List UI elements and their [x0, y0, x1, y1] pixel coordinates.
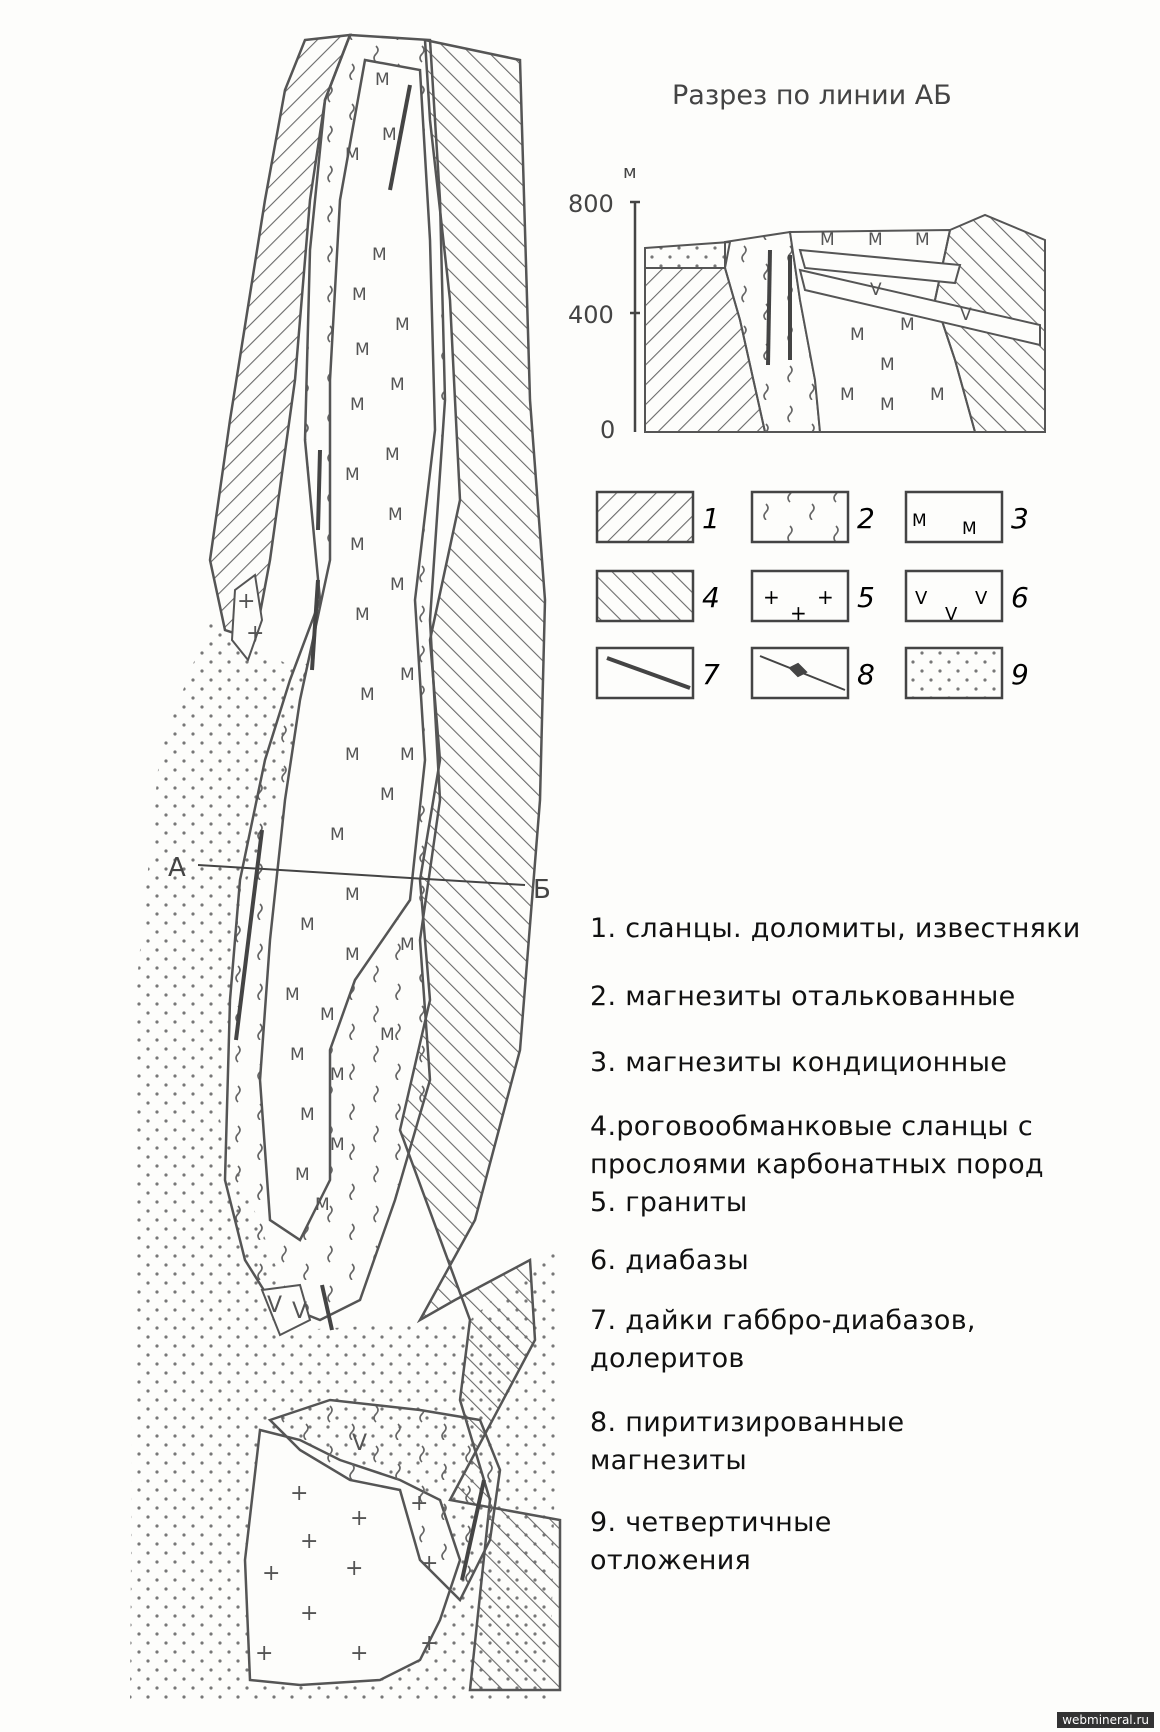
- magnesite-letter-9: М: [350, 395, 365, 415]
- granite-symbol-7: +: [262, 1561, 281, 1586]
- section-axis-unit: м: [623, 162, 637, 183]
- legend-item-9: 9. четвертичные отложения: [590, 1507, 832, 1576]
- section-axis-tick-800: 800: [568, 190, 614, 218]
- section-magnesite-letter-8: М: [880, 395, 895, 415]
- section-magnesite-letter-3: М: [915, 230, 930, 250]
- granite-symbol-1: +: [237, 589, 256, 614]
- magnesite-letter-14: М: [390, 575, 405, 595]
- section-quaternary-cover: [645, 242, 730, 268]
- magnesite-letter-6: М: [395, 315, 410, 335]
- legend-swatch-5-symbol-1: +: [763, 585, 780, 609]
- section-diabase-letter-2: V: [960, 305, 972, 325]
- granite-symbol-8: +: [345, 1556, 364, 1581]
- magnesite-letter-2: М: [382, 125, 397, 145]
- section-magnesite-letter-5: М: [880, 355, 895, 375]
- legend-swatch-number-6: 6: [1011, 581, 1029, 614]
- legend-swatch-number-5: 5: [857, 581, 875, 614]
- granite-symbol-4: +: [300, 1529, 319, 1554]
- legend-swatch-number-1: 1: [702, 502, 720, 535]
- legend-swatch-number-8: 8: [857, 658, 875, 691]
- magnesite-letter-8: М: [390, 375, 405, 395]
- legend-swatch-3-letter-2: М: [962, 519, 977, 539]
- magnesite-letter-23: М: [300, 915, 315, 935]
- watermark: webmineral.ru: [1057, 1712, 1154, 1728]
- magnesite-letter-24: М: [345, 945, 360, 965]
- legend-item-1: 1. сланцы. доломиты, известняки: [590, 913, 1081, 944]
- legend-swatch-number-2: 2: [857, 502, 875, 535]
- magnesite-letter-13: М: [350, 535, 365, 555]
- magnesite-letter-22: М: [345, 885, 360, 905]
- legend-swatch-6-symbol-3: V: [975, 588, 988, 609]
- magnesite-letter-28: М: [380, 1025, 395, 1045]
- legend-swatch-4: [597, 571, 693, 621]
- magnesite-letter-34: М: [315, 1195, 330, 1215]
- legend-item-8: 8. пиритизированные магнезиты: [590, 1407, 905, 1476]
- magnesite-letter-5: М: [352, 285, 367, 305]
- legend-swatch-2: [752, 492, 848, 542]
- granite-symbol-9: +: [420, 1551, 439, 1576]
- legend-swatches: [597, 492, 1029, 698]
- granite-symbol-10: +: [300, 1601, 319, 1626]
- magnesite-letter-1: М: [375, 70, 390, 90]
- legend-swatch-5-symbol-2: +: [790, 601, 807, 625]
- magnesite-letter-4: М: [372, 245, 387, 265]
- legend-item-4: 4.роговообманковые сланцы с прослоями карбонатных пород: [590, 1111, 1044, 1180]
- diabase-symbol-2: V: [292, 1299, 308, 1324]
- legend-item-3: 3. магнезиты кондиционные: [590, 1047, 1008, 1078]
- section-axis-tick-400: 400: [568, 301, 614, 329]
- section-diabase-letter-1: V: [870, 280, 882, 300]
- magnesite-letter-15: М: [355, 605, 370, 625]
- section-magnesite-letter-9: М: [930, 385, 945, 405]
- legend-swatch-number-9: 9: [1011, 658, 1029, 691]
- legend-swatch-6-symbol-2: V: [945, 604, 958, 625]
- legend-swatch-number-4: 4: [702, 581, 720, 614]
- section-line-label-b: Б: [533, 875, 551, 905]
- granite-symbol-2: +: [246, 621, 265, 646]
- magnesite-letter-16: М: [400, 665, 415, 685]
- section-axis: [630, 202, 640, 432]
- magnesite-letter-20: М: [380, 785, 395, 805]
- legend-swatch-number-3: 3: [1011, 502, 1029, 535]
- legend-item-5: 5. граниты: [590, 1187, 748, 1218]
- magnesite-letter-32: М: [330, 1135, 345, 1155]
- legend-swatch-5-symbol-3: +: [817, 585, 834, 609]
- granite-symbol-13: +: [420, 1631, 439, 1656]
- magnesite-letter-30: М: [330, 1065, 345, 1085]
- magnesite-letter-25: М: [400, 935, 415, 955]
- section-magnesite-letter-4: М: [850, 325, 865, 345]
- magnesite-letter-3: М: [345, 145, 360, 165]
- section-magnesite-letter-2: М: [868, 230, 883, 250]
- magnesite-letter-7: М: [355, 340, 370, 360]
- section-magnesite-letter-6: М: [900, 315, 915, 335]
- magnesite-letter-18: М: [345, 745, 360, 765]
- legend-swatch-3-letter-1: М: [912, 511, 927, 531]
- legend-swatch-6-symbol-1: V: [915, 588, 928, 609]
- section-magnesite-letter-7: М: [840, 385, 855, 405]
- granite-symbol-6: +: [410, 1491, 429, 1516]
- magnesite-letter-33: М: [295, 1165, 310, 1185]
- section-line-label-a: А: [168, 853, 186, 883]
- magnesite-letter-12: М: [388, 505, 403, 525]
- magnesite-letter-17: М: [360, 685, 375, 705]
- section-magnesite-letter-1: М: [820, 230, 835, 250]
- dyke-2: [318, 450, 320, 530]
- legend-swatch-1: [597, 492, 693, 542]
- granite-symbol-12: +: [350, 1641, 369, 1666]
- diabase-symbol-3: V: [352, 1431, 368, 1456]
- magnesite-letter-10: М: [385, 445, 400, 465]
- section-title: Разрез по линии АБ: [672, 80, 952, 111]
- legend-item-7: 7. дайки габбро-диабазов, долеритов: [590, 1305, 976, 1374]
- magnesite-letter-27: М: [320, 1005, 335, 1025]
- magnesite-letter-19: М: [400, 745, 415, 765]
- magnesite-letter-26: М: [285, 985, 300, 1005]
- section-dyke: [768, 250, 770, 365]
- section-axis-tick-0: 0: [600, 416, 616, 444]
- legend-item-6: 6. диабазы: [590, 1245, 749, 1276]
- legend-item-2: 2. магнезиты отальковaнные: [590, 981, 1016, 1012]
- diabase-symbol-1: V: [267, 1293, 283, 1318]
- granite-symbol-3: +: [290, 1481, 309, 1506]
- legend-swatch-9: [906, 648, 1002, 698]
- magnesite-letter-21: М: [330, 825, 345, 845]
- granite-symbol-5: +: [350, 1506, 369, 1531]
- magnesite-letter-31: М: [300, 1105, 315, 1125]
- granite-symbol-11: +: [255, 1641, 274, 1666]
- magnesite-letter-11: М: [345, 465, 360, 485]
- legend-swatch-number-7: 7: [702, 658, 720, 691]
- magnesite-letter-29: М: [290, 1045, 305, 1065]
